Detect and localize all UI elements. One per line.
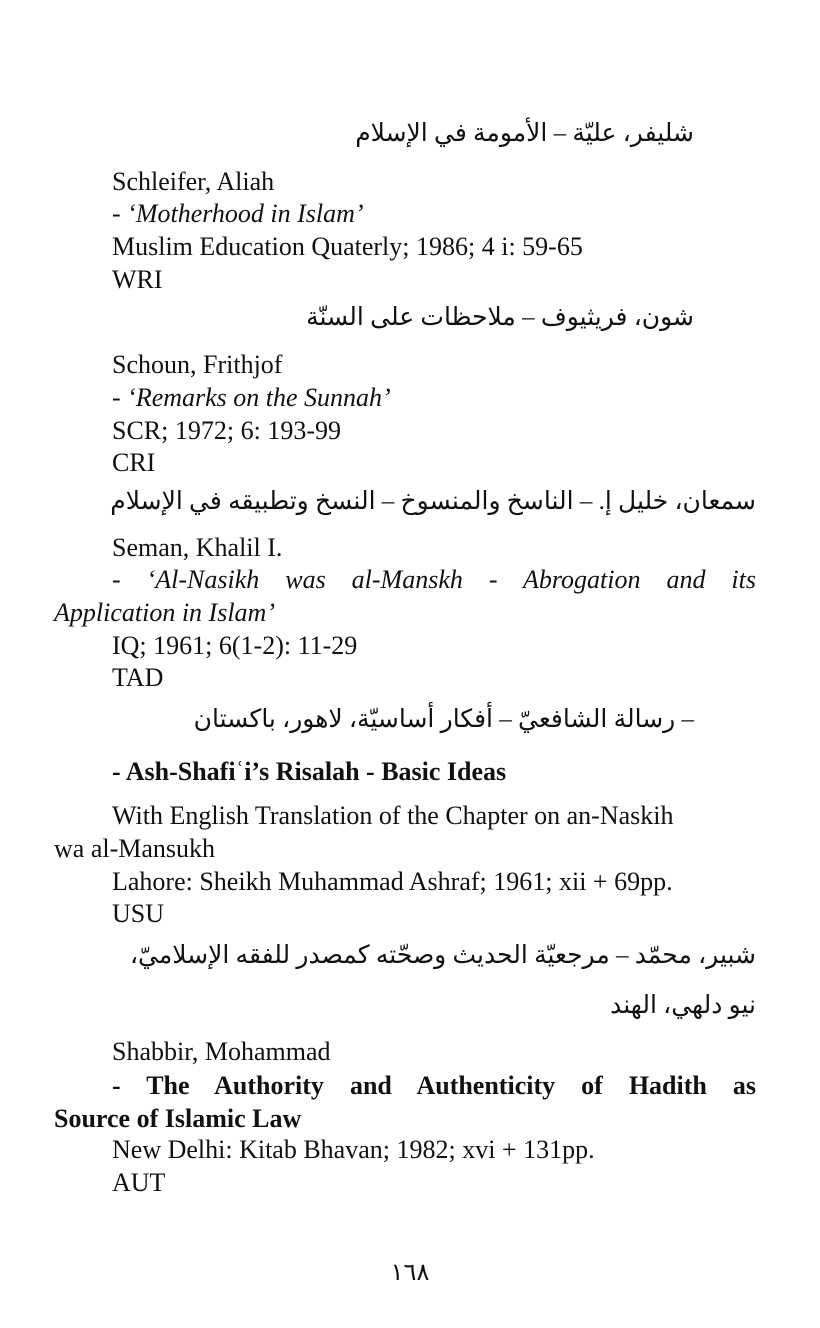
- entry-publication: IQ; 1961; 6(1-2): 11-29: [112, 631, 358, 660]
- entry-arabic-heading: شليفر، عليّة – الأمومة في الإسلام: [355, 120, 694, 147]
- entry-description-line: wa al-Mansukh: [54, 834, 216, 863]
- entry-description-line: With English Translation of the Chapter on an-Naskih: [112, 801, 674, 830]
- entry-title: - ‘Remarks on the Sunnah’: [112, 383, 391, 412]
- entry-author: Shabbir, Mohammad: [112, 1037, 331, 1066]
- entry-arabic-heading: – رسالة الشافعيّ – أفكار أساسيّة، لاهور، باكستان: [193, 706, 694, 733]
- entry-title-line: Source of Islamic Law: [54, 1104, 302, 1133]
- entry-publication: Lahore: Sheikh Muhammad Ashraf; 1961; xii + 69pp.: [112, 867, 673, 896]
- entry-title-line: - ‘Al-Nasikh was al-Manskh - Abrogation and its: [112, 565, 756, 594]
- entry-title: - ‘Motherhood in Islam’: [112, 199, 364, 228]
- entry-author: Schoun, Frithjof: [112, 350, 283, 379]
- entry-code: USU: [112, 899, 165, 928]
- entry-code: CRI: [112, 448, 156, 477]
- entry-publication: SCR; 1972; 6: 193-99: [112, 416, 341, 445]
- page-number: ١٦٨: [390, 1260, 430, 1286]
- entry-code: WRI: [112, 265, 163, 294]
- entry-arabic-heading: سمعان، خليل إ. – الناسخ والمنسوخ – النسخ وتطبيقه في الإسلام: [110, 488, 756, 515]
- entry-code: TAD: [112, 663, 164, 692]
- entry-title-line: - The Authority and Authenticity of Hadith as: [112, 1071, 756, 1100]
- entry-author: Seman, Khalil I.: [112, 533, 283, 562]
- entry-code: AUT: [112, 1168, 166, 1197]
- entry-publication: New Delhi: Kitab Bhavan; 1982; xvi + 131pp.: [112, 1135, 595, 1164]
- entry-author: Schleifer, Aliah: [112, 167, 275, 196]
- entry-title-line: Application in Islam’: [54, 598, 275, 627]
- entry-title: - Ash-Shafiʿi’s Risalah - Basic Ideas: [112, 757, 507, 786]
- entry-arabic-heading: شون، فريثيوف – ملاحظات على السنّة: [306, 304, 694, 331]
- entry-publication: Muslim Education Quaterly; 1986; 4 i: 59-65: [112, 232, 583, 261]
- entry-arabic-heading: شبير، محمّد – مرجعيّة الحديث وصحّته كمصدر للفقه الإسلاميّ،: [129, 942, 756, 969]
- entry-arabic-location: نيو دلهي، الهند: [610, 992, 756, 1019]
